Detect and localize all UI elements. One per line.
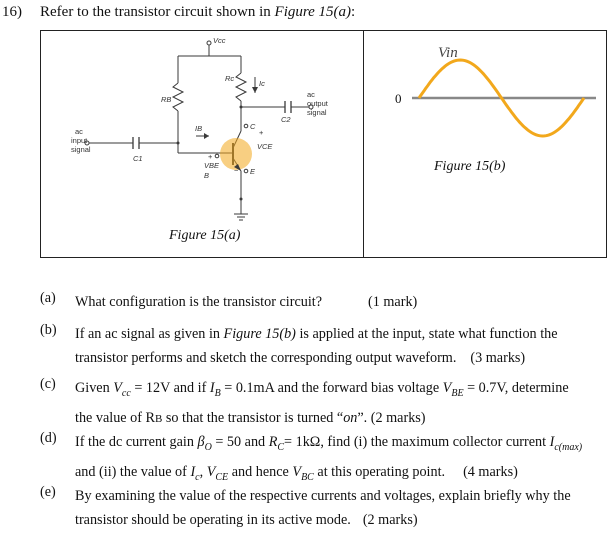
label-ac-in-1: ac — [75, 127, 83, 136]
label-ac-in-3: signal — [71, 145, 91, 154]
figure-frame — [40, 30, 607, 258]
figure-a-caption: Figure 15(a) — [169, 228, 241, 243]
label-vcc: Vcc — [213, 36, 226, 45]
question-title: Refer to the transistor circuit shown in Figure 15(a): — [40, 4, 356, 20]
label-minus-e: − — [234, 166, 239, 175]
part-a-text: What configuration is the transistor circuit? (1 mark) — [75, 294, 418, 310]
part-d-text: If the dc current gain $\beta_O = 50$ and $R_C= 1k\Omega$, find (i) the maximum collector current $I_{c(max)}$ and (ii) the value of $I_c$, $V_{CE}$ and hence $V_{BC}$ at this operating point. (4 marks) — [75, 434, 583, 483]
part-c-text: Given $V_{cc} = 12V$ and if $I_B = 0.1mA$ and the forward bias voltage $V_{BE} = 0.7V$, determine the value of RB so that the transistor is turned “on”. (2 marks) — [75, 380, 569, 426]
label-ib: IB — [195, 124, 203, 133]
part-a-label: (a) — [40, 290, 56, 306]
input-waveform-plot — [364, 31, 607, 257]
label-vce: VCE — [257, 142, 273, 151]
label-rb: RB — [161, 95, 172, 104]
part-d-label: (d) — [40, 430, 57, 446]
label-ic: Ic — [259, 79, 265, 88]
label-c-node: C — [250, 122, 256, 131]
label-c2: C2 — [281, 115, 291, 124]
label-b-node: B — [204, 171, 210, 180]
figure-b-caption: Figure 15(b) — [434, 159, 506, 174]
label-ac-out-1: ac — [307, 90, 315, 99]
label-ac-in-2: input — [71, 136, 88, 145]
part-c-label: (c) — [40, 376, 56, 392]
question-number: 16) — [2, 4, 22, 20]
vin-label: Vin — [438, 45, 458, 61]
label-c1: C1 — [133, 154, 143, 163]
label-ac-out-2: output — [307, 99, 328, 108]
label-ac-out-3: signal — [307, 108, 327, 117]
label-plus-b: + — [208, 152, 213, 161]
part-e-text: By examining the value of the respective currents and voltages, explain briefly why the transistor should be operating in its active mode. (2 marks) — [75, 488, 571, 528]
transistor-circuit-diagram — [41, 31, 363, 257]
label-e-node: E — [250, 167, 256, 176]
label-plus-c: + — [259, 128, 264, 137]
zero-label: 0 — [395, 91, 402, 106]
label-vbe: VBE — [204, 161, 220, 170]
part-b-label: (b) — [40, 322, 57, 338]
label-rc: Rc — [225, 74, 235, 83]
part-e-label: (e) — [40, 484, 56, 500]
part-b-text: If an ac signal as given in Figure 15(b) is applied at the input, state what function the transistor performs and sketch the corresponding output waveform. (3 marks) — [75, 326, 558, 366]
